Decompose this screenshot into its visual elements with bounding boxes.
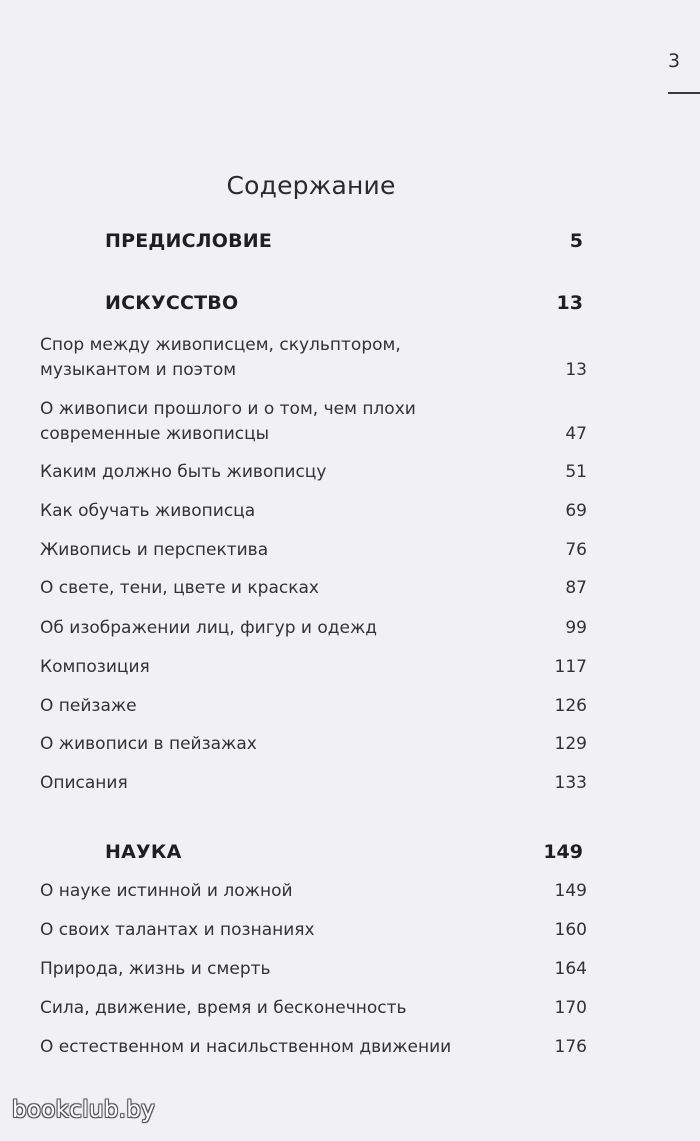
section-title: ПРЕДИСЛОВИЕ [105,230,273,252]
entry-page-number: 76 [565,540,587,560]
entry-title: О своих талантах и познаниях [40,920,315,940]
toc-entry [40,460,587,485]
section-page-number: 13 [556,292,583,314]
toc-entry [40,576,587,601]
toc-entry [40,918,587,943]
entry-page-number: 160 [554,920,587,940]
entry-title: О свете, тени, цвете и красках [40,578,319,598]
entry-title: О естественном и насильственном движении [40,1037,452,1057]
entry-page-number: 13 [565,360,587,380]
entry-title: Сила, движение, время и бесконечность [40,998,407,1018]
entry-title: О живописи в пейзажах [40,734,257,754]
section-title: ИСКУССТВО [105,292,239,314]
toc-entry [40,538,587,563]
entry-page-number: 51 [565,462,587,482]
toc-section-art [105,292,583,322]
section-page-number: 149 [543,841,583,863]
toc-entry [40,616,587,641]
page-title: Содержание [226,170,396,200]
toc-entry [40,397,587,447]
toc-section-science [105,841,583,871]
toc-entry [40,996,587,1021]
entry-title: Каким должно быть живописцу [40,462,327,482]
entry-page-number: 170 [554,998,587,1018]
entry-title: Описания [40,773,128,793]
entry-title: Природа, жизнь и смерть [40,959,271,979]
entry-title: О науке истинной и ложной [40,881,293,901]
entry-page-number: 117 [554,657,587,677]
entry-page-number: 99 [565,618,587,638]
toc-entry [40,694,587,719]
entry-page-number: 149 [554,881,587,901]
section-page-number: 5 [569,230,583,252]
toc-entry [40,1035,587,1060]
entry-page-number: 87 [565,578,587,598]
toc-entry [40,655,587,680]
entry-page-number: 47 [565,424,587,444]
toc-entry [40,879,587,904]
page-number-rule [668,92,700,94]
entry-title: Спор между живописцем, скульптором, музыкантом и поэтом [40,335,401,380]
entry-title: Как обучать живописца [40,501,256,521]
section-title: НАУКА [105,841,182,863]
toc-entry [40,333,587,383]
toc-entry [40,499,587,524]
entry-title: Композиция [40,657,150,677]
entry-page-number: 164 [554,959,587,979]
page-number: 3 [668,50,681,72]
entry-title: О пейзаже [40,696,137,716]
entry-title: О живописи прошлого и о том, чем плохи современные живописцы [40,399,416,444]
toc-entry [40,732,587,757]
entry-title: Об изображении лиц, фигур и одежд [40,618,378,638]
entry-page-number: 69 [565,501,587,521]
toc-section-preface [105,230,583,260]
entry-title: Живопись и перспектива [40,540,269,560]
toc-entry [40,771,587,796]
toc-entry [40,957,587,982]
entry-page-number: 126 [554,696,587,716]
entry-page-number: 176 [554,1037,587,1057]
entry-page-number: 129 [554,734,587,754]
entry-page-number: 133 [554,773,587,793]
watermark: bookclub.by [12,1097,156,1123]
